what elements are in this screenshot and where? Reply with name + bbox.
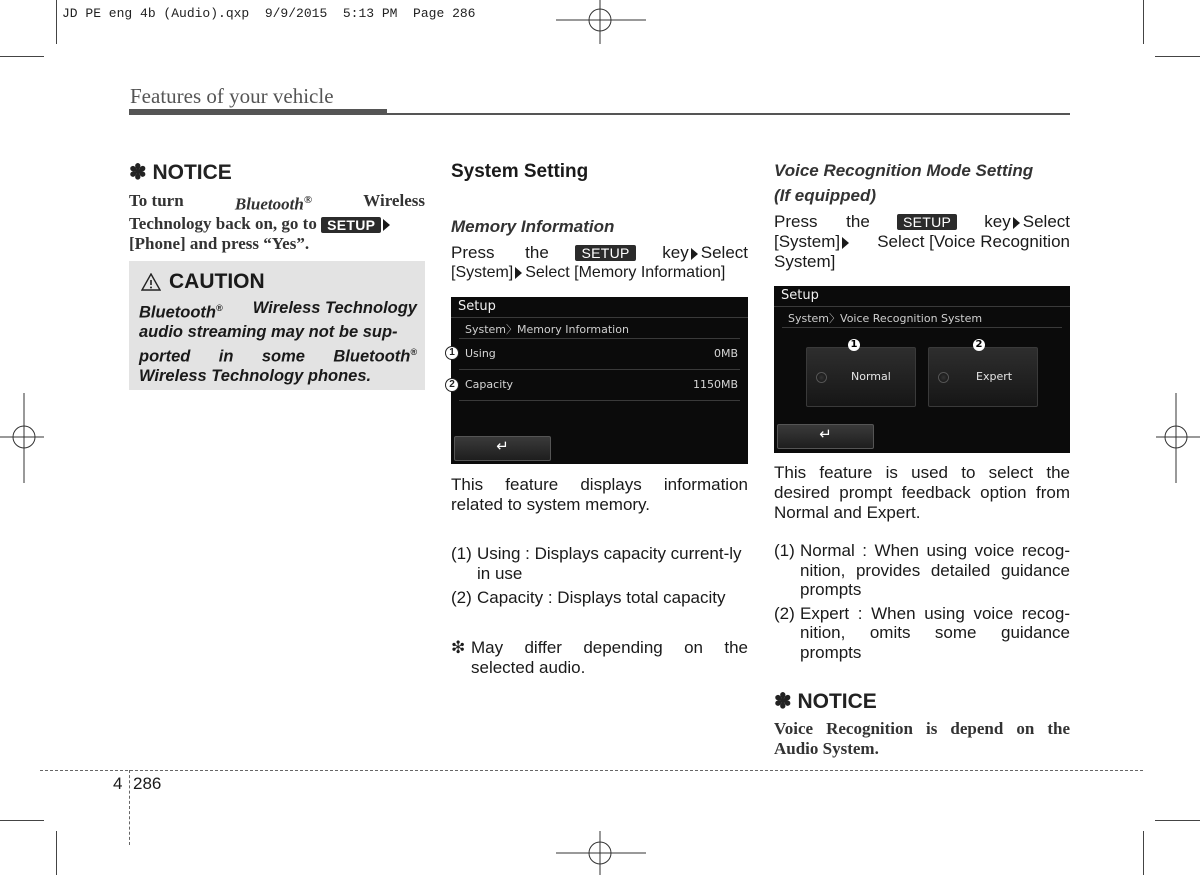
back-button[interactable] <box>454 436 551 461</box>
capacity-row-value: 1150MB <box>692 378 738 391</box>
list-item-number: (2) <box>451 588 472 607</box>
setup-key-icon: SETUP <box>321 217 381 233</box>
print-slug: JD PE eng 4b (Audio).qxp 9/9/2015 5:13 PM Page 286 <box>62 6 476 21</box>
normal-option-button[interactable] <box>806 347 916 407</box>
radio-icon <box>938 372 949 383</box>
list-item-text: Capacity : Displays total capacity <box>477 588 726 607</box>
right-notice <box>774 689 1070 758</box>
header-rule-thick <box>129 109 387 115</box>
notice-text: Technology back on, go to <box>129 214 317 234</box>
list-item-text: Expert : When using voice recog-nition, omits some guidance prompts <box>800 603 1070 662</box>
footer-vertical-rule <box>129 770 130 845</box>
header-rule-thin <box>387 113 1070 115</box>
notice-title: NOTICE <box>797 690 877 713</box>
voice-instructions <box>774 212 1070 272</box>
note-text: May differ depending on the selected audio. <box>471 638 748 677</box>
caution-text: audio streaming may not be sup- <box>139 323 398 341</box>
marker-2: 2 <box>973 339 985 351</box>
subsection-title-memory: Memory Information <box>451 217 615 236</box>
memory-note <box>451 638 748 677</box>
notice-body <box>129 191 425 253</box>
notice-text: Wireless <box>363 191 425 210</box>
screen-title: Setup <box>781 288 819 303</box>
note-item <box>451 638 748 677</box>
list-item <box>451 588 748 608</box>
note-asterisk-icon: ❇ <box>451 638 466 657</box>
caution-title: CAUTION <box>169 270 265 293</box>
crop-mark <box>1143 0 1144 44</box>
crop-mark <box>1155 56 1200 57</box>
using-row-value: 0MB <box>713 347 738 360</box>
crop-mark <box>56 831 57 875</box>
list-item-number: (1) <box>774 541 795 560</box>
instruction-text: [System] <box>774 232 841 251</box>
warning-triangle-icon <box>141 273 161 291</box>
page-header-title: Features of your vehicle <box>130 84 334 108</box>
screen-title: Setup <box>458 299 496 314</box>
memory-description: This feature displays information related to system memory. <box>451 475 748 514</box>
instruction-text: Select [Memory Information] <box>525 264 726 281</box>
back-arrow-icon: ↵ <box>496 437 509 455</box>
back-arrow-icon: ↵ <box>819 425 832 443</box>
registered-mark: ® <box>410 346 417 357</box>
list-item <box>451 544 748 583</box>
expert-option-button[interactable] <box>928 347 1038 407</box>
section-title-system-setting: System Setting <box>451 161 589 182</box>
instruction-text: System] <box>774 252 836 271</box>
registration-mark-icon <box>1156 393 1200 483</box>
notice-heading <box>129 160 425 185</box>
crop-mark <box>56 0 57 44</box>
instruction-text: key <box>984 212 1011 231</box>
caution-text: Wireless Technology <box>252 299 417 317</box>
list-item <box>774 541 1070 600</box>
caution-box <box>129 261 425 390</box>
registration-mark-icon <box>556 0 646 44</box>
crop-mark <box>0 820 44 821</box>
instruction-text: [System] <box>451 264 514 281</box>
expert-option-label: Expert <box>976 370 1013 383</box>
radio-icon <box>816 372 827 383</box>
arrow-right-icon <box>383 219 390 231</box>
memory-info-screen <box>451 297 748 464</box>
arrow-right-icon <box>842 237 849 249</box>
notice-text: Voice Recognition is depend on the Audio System. <box>774 719 1070 758</box>
list-item-text: Normal : When using voice recog-nition, provides detailed guidance prompts <box>800 541 1070 599</box>
footer-chapter: 4 <box>113 774 123 793</box>
list-item <box>774 604 1070 663</box>
instruction-text: Press the <box>774 212 870 231</box>
capacity-row-label: Capacity <box>465 378 514 391</box>
list-item-number: (1) <box>451 544 472 563</box>
asterisk-icon: ✽ <box>774 690 792 713</box>
notice-text: To turn <box>129 191 184 210</box>
notice-title: NOTICE <box>152 161 232 184</box>
registration-mark-icon <box>556 831 646 875</box>
section-title-voice-recognition: Voice Recognition Mode Setting <box>774 161 1034 180</box>
crop-mark <box>1143 831 1144 875</box>
memory-instructions <box>451 243 748 283</box>
using-row-label: Using <box>465 347 496 360</box>
screen-breadcrumb: System〉Memory Information <box>465 323 629 336</box>
registration-mark-icon <box>0 393 44 483</box>
setup-key-icon: SETUP <box>897 214 957 230</box>
instruction-text: key <box>662 243 689 262</box>
crop-mark <box>1155 820 1200 821</box>
marker-1: 1 <box>848 339 860 351</box>
caution-body <box>139 299 417 386</box>
list-item-text: Using : Displays capacity current-ly in use <box>477 544 742 583</box>
section-subtitle-if-equipped: (If equipped) <box>774 186 876 205</box>
arrow-right-icon <box>1013 217 1020 229</box>
caution-text: ported in some Bluetooth <box>139 347 411 365</box>
instruction-text: Select [Voice Recognition <box>877 232 1070 251</box>
notice-heading <box>774 689 1070 714</box>
instruction-text: Press the <box>451 243 549 262</box>
registered-mark: ® <box>215 303 223 313</box>
screen-breadcrumb: System〉Voice Recognition System <box>788 312 983 325</box>
marker-2: 2 <box>445 378 459 392</box>
registered-mark: ® <box>303 194 313 206</box>
notice-text: Bluetooth <box>234 194 304 214</box>
crop-mark <box>0 56 44 57</box>
setup-key-icon: SETUP <box>575 245 635 261</box>
caution-text: Wireless Technology phones. <box>139 366 372 385</box>
list-item-number: (2) <box>774 603 795 623</box>
footer-page-number: 286 <box>133 774 162 793</box>
memory-list <box>451 544 748 608</box>
voice-description: This feature is used to select the desired prompt feedback option from Normal and Expert. <box>774 463 1070 522</box>
caution-text: Bluetooth <box>139 303 216 322</box>
arrow-right-icon <box>515 267 522 279</box>
voice-list <box>774 541 1070 662</box>
asterisk-icon: ✽ <box>129 161 147 184</box>
marker-1: 1 <box>445 346 459 360</box>
instruction-text: Select <box>1022 212 1070 231</box>
instruction-text: Select <box>700 243 748 262</box>
back-button[interactable] <box>777 424 874 449</box>
notice-text: [Phone] and press “Yes”. <box>129 233 310 253</box>
normal-option-label: Normal <box>851 370 891 383</box>
arrow-right-icon <box>691 248 698 260</box>
caution-heading <box>141 270 265 294</box>
voice-recognition-screen <box>774 286 1070 453</box>
footer-rule <box>40 770 1143 771</box>
left-notice <box>129 160 425 253</box>
